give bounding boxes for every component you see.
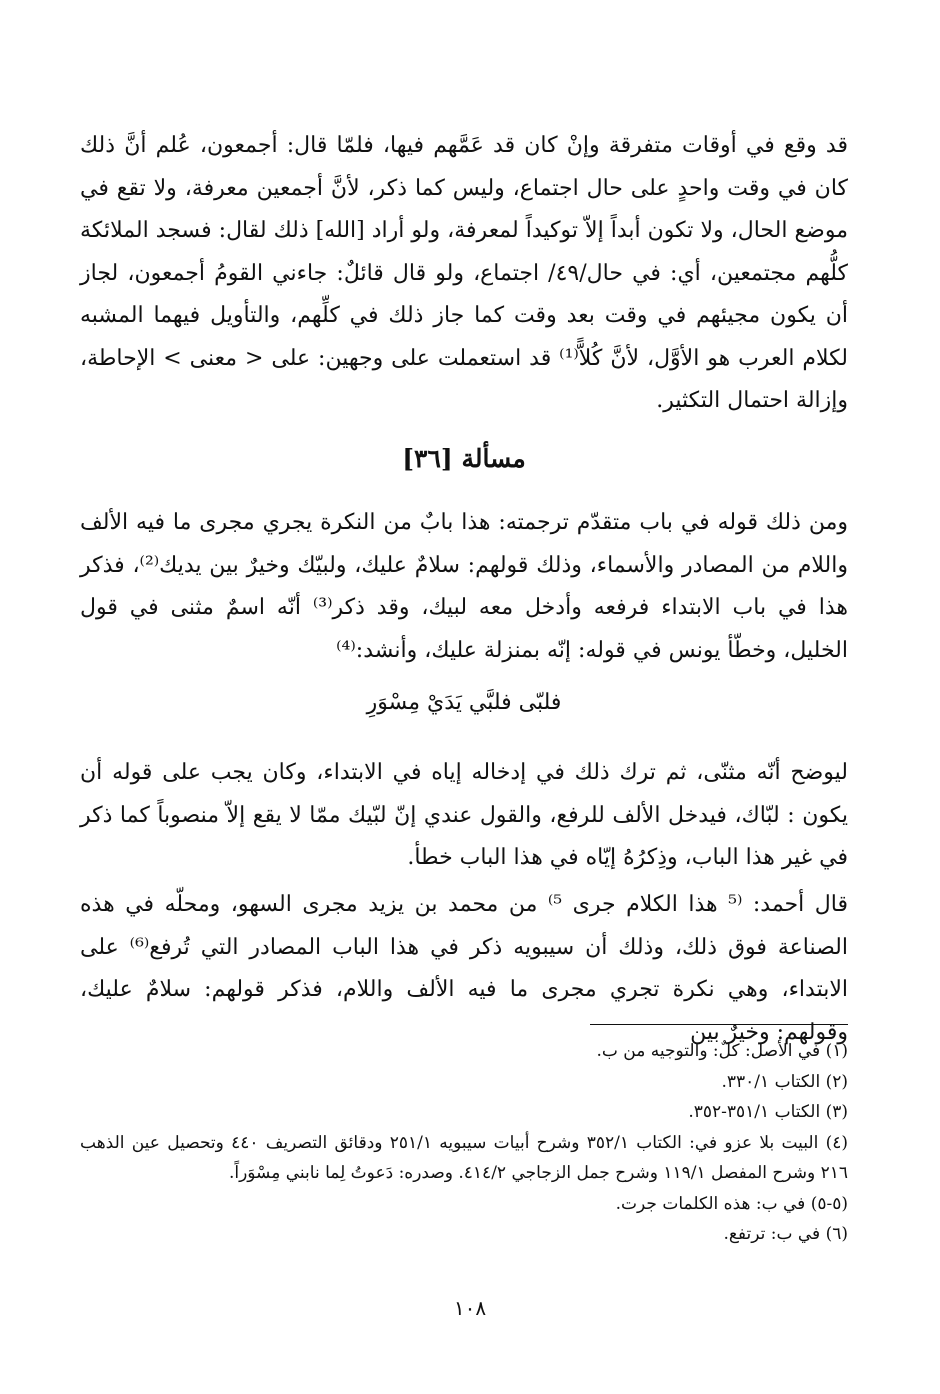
body-paragraph-4: قال أحمد: ⁽⁵ هذا الكلام جرى ⁵⁾ من محمد بن يزيد مجرى السهو، ومحلّه في هذه الصناعة فوق ذلك، وذلك أن سيبويه ذكر في هذا الباب المصادر التي تُرفع⁽⁶⁾ على الابتداء، وهي نكرة تجري مجرى ما فيه الألف واللام، فذكر قولهم: سلامٌ عليك، وقولهم: وخيرٌ بين [80, 892, 848, 1045]
footnote-2: (٢) الكتاب ٣٣٠/١. [721, 1071, 848, 1092]
footnote-divider [590, 1024, 848, 1025]
section-heading: مسألة [٣٦] [402, 444, 526, 473]
poetry-verse: فلبّى فلبَّي يَدَيْ مِسْوَرِ [366, 690, 562, 715]
footnote-3: (٣) الكتاب ٣٥١/١-٣٥٢. [688, 1102, 848, 1122]
page-number: ١٠٨ [453, 1296, 487, 1320]
footnotes-list [80, 1036, 848, 1250]
footnote-5: (٥-٥) في ب: هذه الكلمات جرت. [615, 1193, 848, 1214]
footnote-4: (٤) البيت بلا عزو في: الكتاب ٣٥٢/١ وشرح أبيات سيبويه ٢٥١/١ ودقائق التصريف ٤٤٠ وتحصيل عين الذهب ٢١٦ وشرح المفصل ١١٩/١ وشرح جمل الزجاجي ٤١٤/٢. وصدره: دَعوتُ لِما نابني مِسْوَراً. [80, 1132, 848, 1183]
body-paragraph-2: ومن ذلك قوله في باب متقدّم ترجمته: هذا بابٌ من النكرة يجري مجرى ما فيه الألف واللام من المصادر والأسماء، وذلك قولهم: سلامٌ عليك، ولبيّك وخيرٌ بين يديك⁽²⁾، فذكر هذا في باب الابتداء فرفعه وأدخل معه لبيك، وقد ذكر⁽³⁾ أنّه اسمٌ مثنى في قول الخليل، وخطّأ يونس في قوله: إنّه بمنزلة عليك، وأنشد:⁽⁴⁾ [80, 510, 848, 663]
body-paragraph-3: ليوضح أنّه مثنّى، ثم ترك ذلك في إدخاله إياه في الابتداء، وكان يجب على قوله أن يكون : لبّاك، فيدخل الألف للرفع، والقول عندي إنّ لبّيك ممّا لا يقع إلاّ منصوباً كما ذكر في غير هذا الباب، وذِكرُهُ إيّاه في هذا الباب خطأ. [80, 760, 848, 870]
body-paragraph-1: قد وقع في أوقات متفرقة وإنْ كان قد عَمَّهم فيها، فلمّا قال: أجمعون، عُلم أنَّ ذلك كان في وقت واحدٍ على حال اجتماع، وليس كما ذكر، لأنَّ أجمعين معرفة، ولا تقع في موضع الحال، ولا تكون أبداً إلاّ توكيداً لمعرفة، ولو أراد [الله] ذلك لقال: فسجد الملائكة كلُّهم مجتمعين، أي: في حال/٤٩/ اجتماع، ولو قال قائلٌ: جاءني القومُ أجمعون، لجاز أن يكون مجيئهم في وقت بعد وقت كما جاز ذلك في كلِّهم، والتأويل فيهما المشبه لكلام العرب هو الأوَّل، لأنَّ كُلاًّ⁽¹⁾ قد استعملت على وجهين: على < معنى > الإحاطة، وإزالة احتمال التكثير. [80, 133, 848, 413]
footnote-1: (١) في الأصل: كلٌ: والتوجيه من ب. [596, 1041, 848, 1061]
footnote-6: (٦) في ب: ترتفع. [723, 1224, 848, 1244]
